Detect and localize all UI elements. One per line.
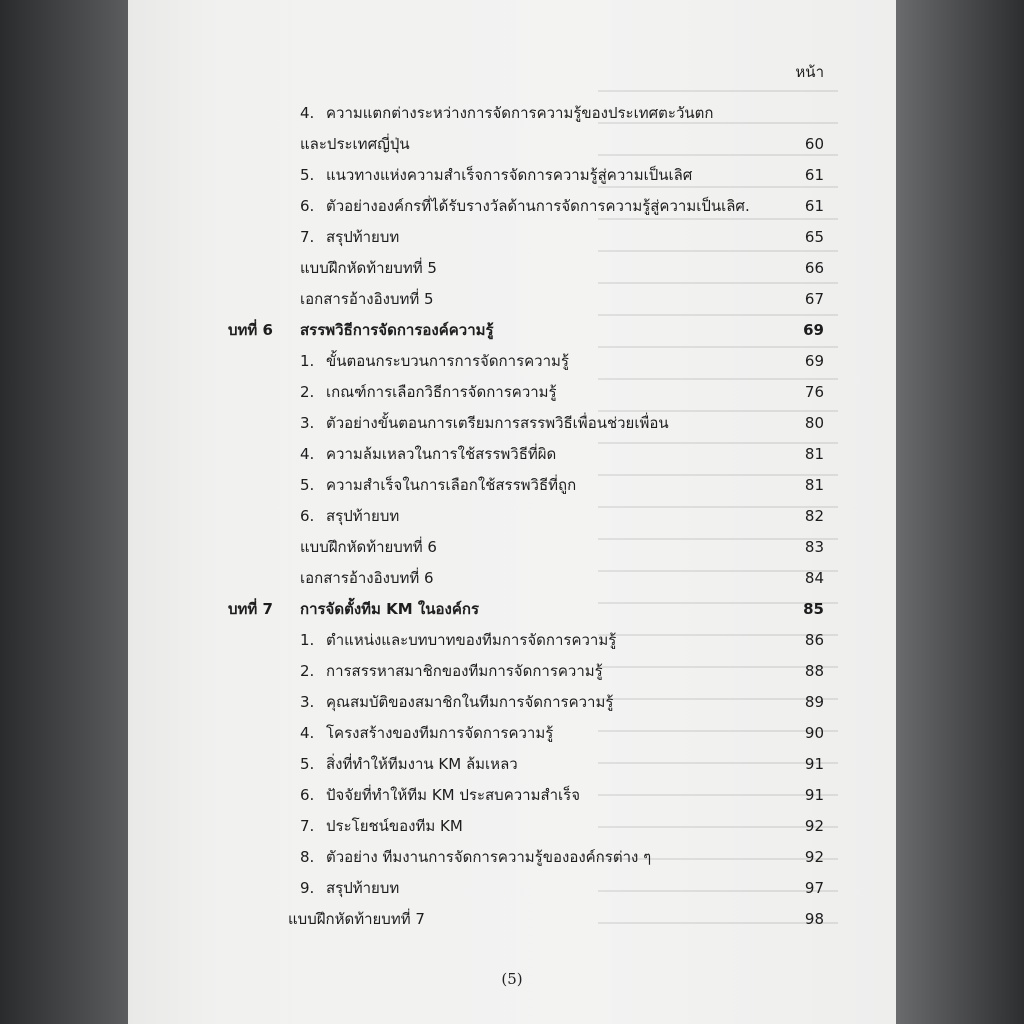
toc-entry-number: 9.: [300, 879, 315, 897]
page-number-footer: (5): [501, 970, 523, 988]
toc-entry-title: ปัจจัยที่ทำให้ทีม KM ประสบความสำเร็จ: [326, 786, 581, 804]
toc-entry-number: 4.: [300, 724, 315, 742]
toc-entry-page: 98: [804, 910, 824, 928]
toc-entry-number: 6.: [300, 507, 315, 525]
toc-entry-row: [128, 749, 896, 779]
toc-entry-number: 3.: [300, 693, 315, 711]
toc-entry-number: 5.: [300, 755, 315, 773]
toc-entry-page: 65: [804, 228, 824, 246]
toc-entry-page: 60: [804, 135, 824, 153]
toc-entry-row: [128, 811, 896, 841]
toc-entry-title: การจัดตั้งทีม KM ในองค์กร: [300, 600, 480, 618]
toc-entry-title: ตัวอย่าง ทีมงานการจัดการความรู้ขององค์กรต่าง ๆ: [326, 848, 652, 866]
toc-entry-page: 88: [804, 662, 824, 680]
background-right: [896, 0, 1024, 1024]
toc-entry-title: คุณสมบัติของสมาชิกในทีมการจัดการความรู้: [326, 693, 614, 711]
toc-entry-title: เอกสารอ้างอิงบทที่ 6: [300, 569, 434, 587]
toc-entry-number: บทที่ 7: [228, 600, 273, 618]
toc-entry-row: [128, 408, 896, 438]
toc-entry-page: 81: [804, 445, 824, 463]
toc-entry-title: และประเทศญี่ปุ่น: [300, 135, 410, 153]
toc-entry-row: [128, 842, 896, 872]
toc-entry-row: [128, 563, 896, 593]
toc-entry-title: สรรพวิธีการจัดการองค์ความรู้: [300, 321, 494, 339]
toc-entry-number: 8.: [300, 848, 315, 866]
toc-entry-title: สิ่งที่ทำให้ทีมงาน KM ล้มเหลว: [326, 755, 518, 773]
toc-entry-page: 91: [804, 786, 824, 804]
toc-entry-number: 2.: [300, 662, 315, 680]
toc-entry-title: แนวทางแห่งความสำเร็จการจัดการความรู้สู่ความเป็นเลิศ: [326, 166, 693, 184]
toc-entry-title: แบบฝึกหัดท้ายบทที่ 7: [288, 910, 425, 928]
toc-entry-number: 5.: [300, 166, 315, 184]
toc-entry-title: สรุปท้ายบท: [326, 507, 400, 525]
toc-entry-row: [128, 191, 896, 221]
toc-entry-row: [128, 904, 896, 934]
toc-entry-row: [128, 873, 896, 903]
background-left: [0, 0, 128, 1024]
toc-entry-title: ความสำเร็จในการเลือกใช้สรรพวิธีที่ถูก: [326, 476, 577, 494]
toc-entry-row: [128, 687, 896, 717]
toc-entry-row: [128, 284, 896, 314]
toc-entry-title: สรุปท้ายบท: [326, 228, 400, 246]
toc-entry-row: [128, 625, 896, 655]
toc-entry-title: การสรรหาสมาชิกของทีมการจัดการความรู้: [326, 662, 603, 680]
toc-entry-row: [128, 346, 896, 376]
page-column-header: หน้า: [795, 63, 824, 81]
toc-entry-title: เกณฑ์การเลือกวิธีการจัดการความรู้: [326, 383, 557, 401]
toc-entry-row: [128, 532, 896, 562]
toc-entry-number: 1.: [300, 631, 315, 649]
toc-entry-page: 76: [804, 383, 824, 401]
toc-entry-page: 85: [803, 600, 824, 618]
toc-entry-page: 91: [804, 755, 824, 773]
toc-entry-number: 6.: [300, 197, 315, 215]
toc-entry-page: 81: [804, 476, 824, 494]
toc-entry-page: 86: [804, 631, 824, 649]
toc-entry-number: 3.: [300, 414, 315, 432]
toc-entry-title: ขั้นตอนกระบวนการการจัดการความรู้: [326, 352, 569, 370]
toc-entry-page: 80: [804, 414, 824, 432]
toc-entry-page: 61: [804, 197, 824, 215]
toc-entry-page: 69: [803, 321, 824, 339]
toc-entry-row: [128, 377, 896, 407]
toc-entry-title: เอกสารอ้างอิงบทที่ 5: [300, 290, 434, 308]
toc-entry-row: [128, 160, 896, 190]
toc-entry-title: ประโยชน์ของทีม KM: [326, 817, 463, 835]
toc-entry-number: 2.: [300, 383, 315, 401]
toc-entry-row: [128, 656, 896, 686]
toc-chapter-row: [128, 594, 896, 624]
toc-entry-number: 4.: [300, 104, 315, 122]
toc-entry-page: 92: [804, 817, 824, 835]
toc-entry-page: 69: [804, 352, 824, 370]
toc-entry-row: [128, 439, 896, 469]
toc-entry-number: 4.: [300, 445, 315, 463]
toc-entry-row: [128, 718, 896, 748]
toc-entry-title: ความแตกต่างระหว่างการจัดการความรู้ของประเทศตะวันตก: [326, 104, 714, 122]
toc-entry-number: 7.: [300, 817, 315, 835]
toc-entry-title: สรุปท้ายบท: [326, 879, 400, 897]
toc-entry-page: 84: [804, 569, 824, 587]
toc-entry-page: 89: [804, 693, 824, 711]
toc-entry-page: 92: [804, 848, 824, 866]
toc-entry-row: [128, 470, 896, 500]
toc-entry-page: 90: [804, 724, 824, 742]
toc-entry-title: แบบฝึกหัดท้ายบทที่ 6: [300, 538, 437, 556]
toc-entry-number: 5.: [300, 476, 315, 494]
toc-entry-title: ตัวอย่างขั้นตอนการเตรียมการสรรพวิธีเพื่อนช่วยเพื่อน: [326, 414, 669, 432]
toc-chapter-row: [128, 315, 896, 345]
toc-entry-page: 97: [804, 879, 824, 897]
toc-entry-row: [128, 98, 896, 128]
toc-entry-row: [128, 501, 896, 531]
document-page: [128, 0, 896, 1024]
toc-entry-row: [128, 780, 896, 810]
toc-entry-number: 6.: [300, 786, 315, 804]
toc-entry-row: [128, 129, 896, 159]
toc-entry-row: [128, 253, 896, 283]
toc-entry-page: 82: [804, 507, 824, 525]
toc-entry-title: ตำแหน่งและบทบาทของทีมการจัดการความรู้: [326, 631, 617, 649]
toc-entry-title: ความล้มเหลวในการใช้สรรพวิธีที่ผิด: [326, 445, 557, 463]
toc-entry-title: โครงสร้างของทีมการจัดการความรู้: [326, 724, 554, 742]
toc-entry-title: แบบฝึกหัดท้ายบทที่ 5: [300, 259, 437, 277]
toc-entry-page: 61: [804, 166, 824, 184]
toc-entry-number: บทที่ 6: [228, 321, 273, 339]
toc-entry-row: [128, 222, 896, 252]
toc-entry-number: 1.: [300, 352, 315, 370]
toc-entry-page: 66: [804, 259, 824, 277]
toc-entry-page: 67: [804, 290, 824, 308]
toc-entry-page: 83: [804, 538, 824, 556]
toc-entry-title: ตัวอย่างองค์กรที่ได้รับรางวัลด้านการจัดการความรู้สู่ความเป็นเลิศ.: [326, 197, 750, 215]
toc-entry-number: 7.: [300, 228, 315, 246]
